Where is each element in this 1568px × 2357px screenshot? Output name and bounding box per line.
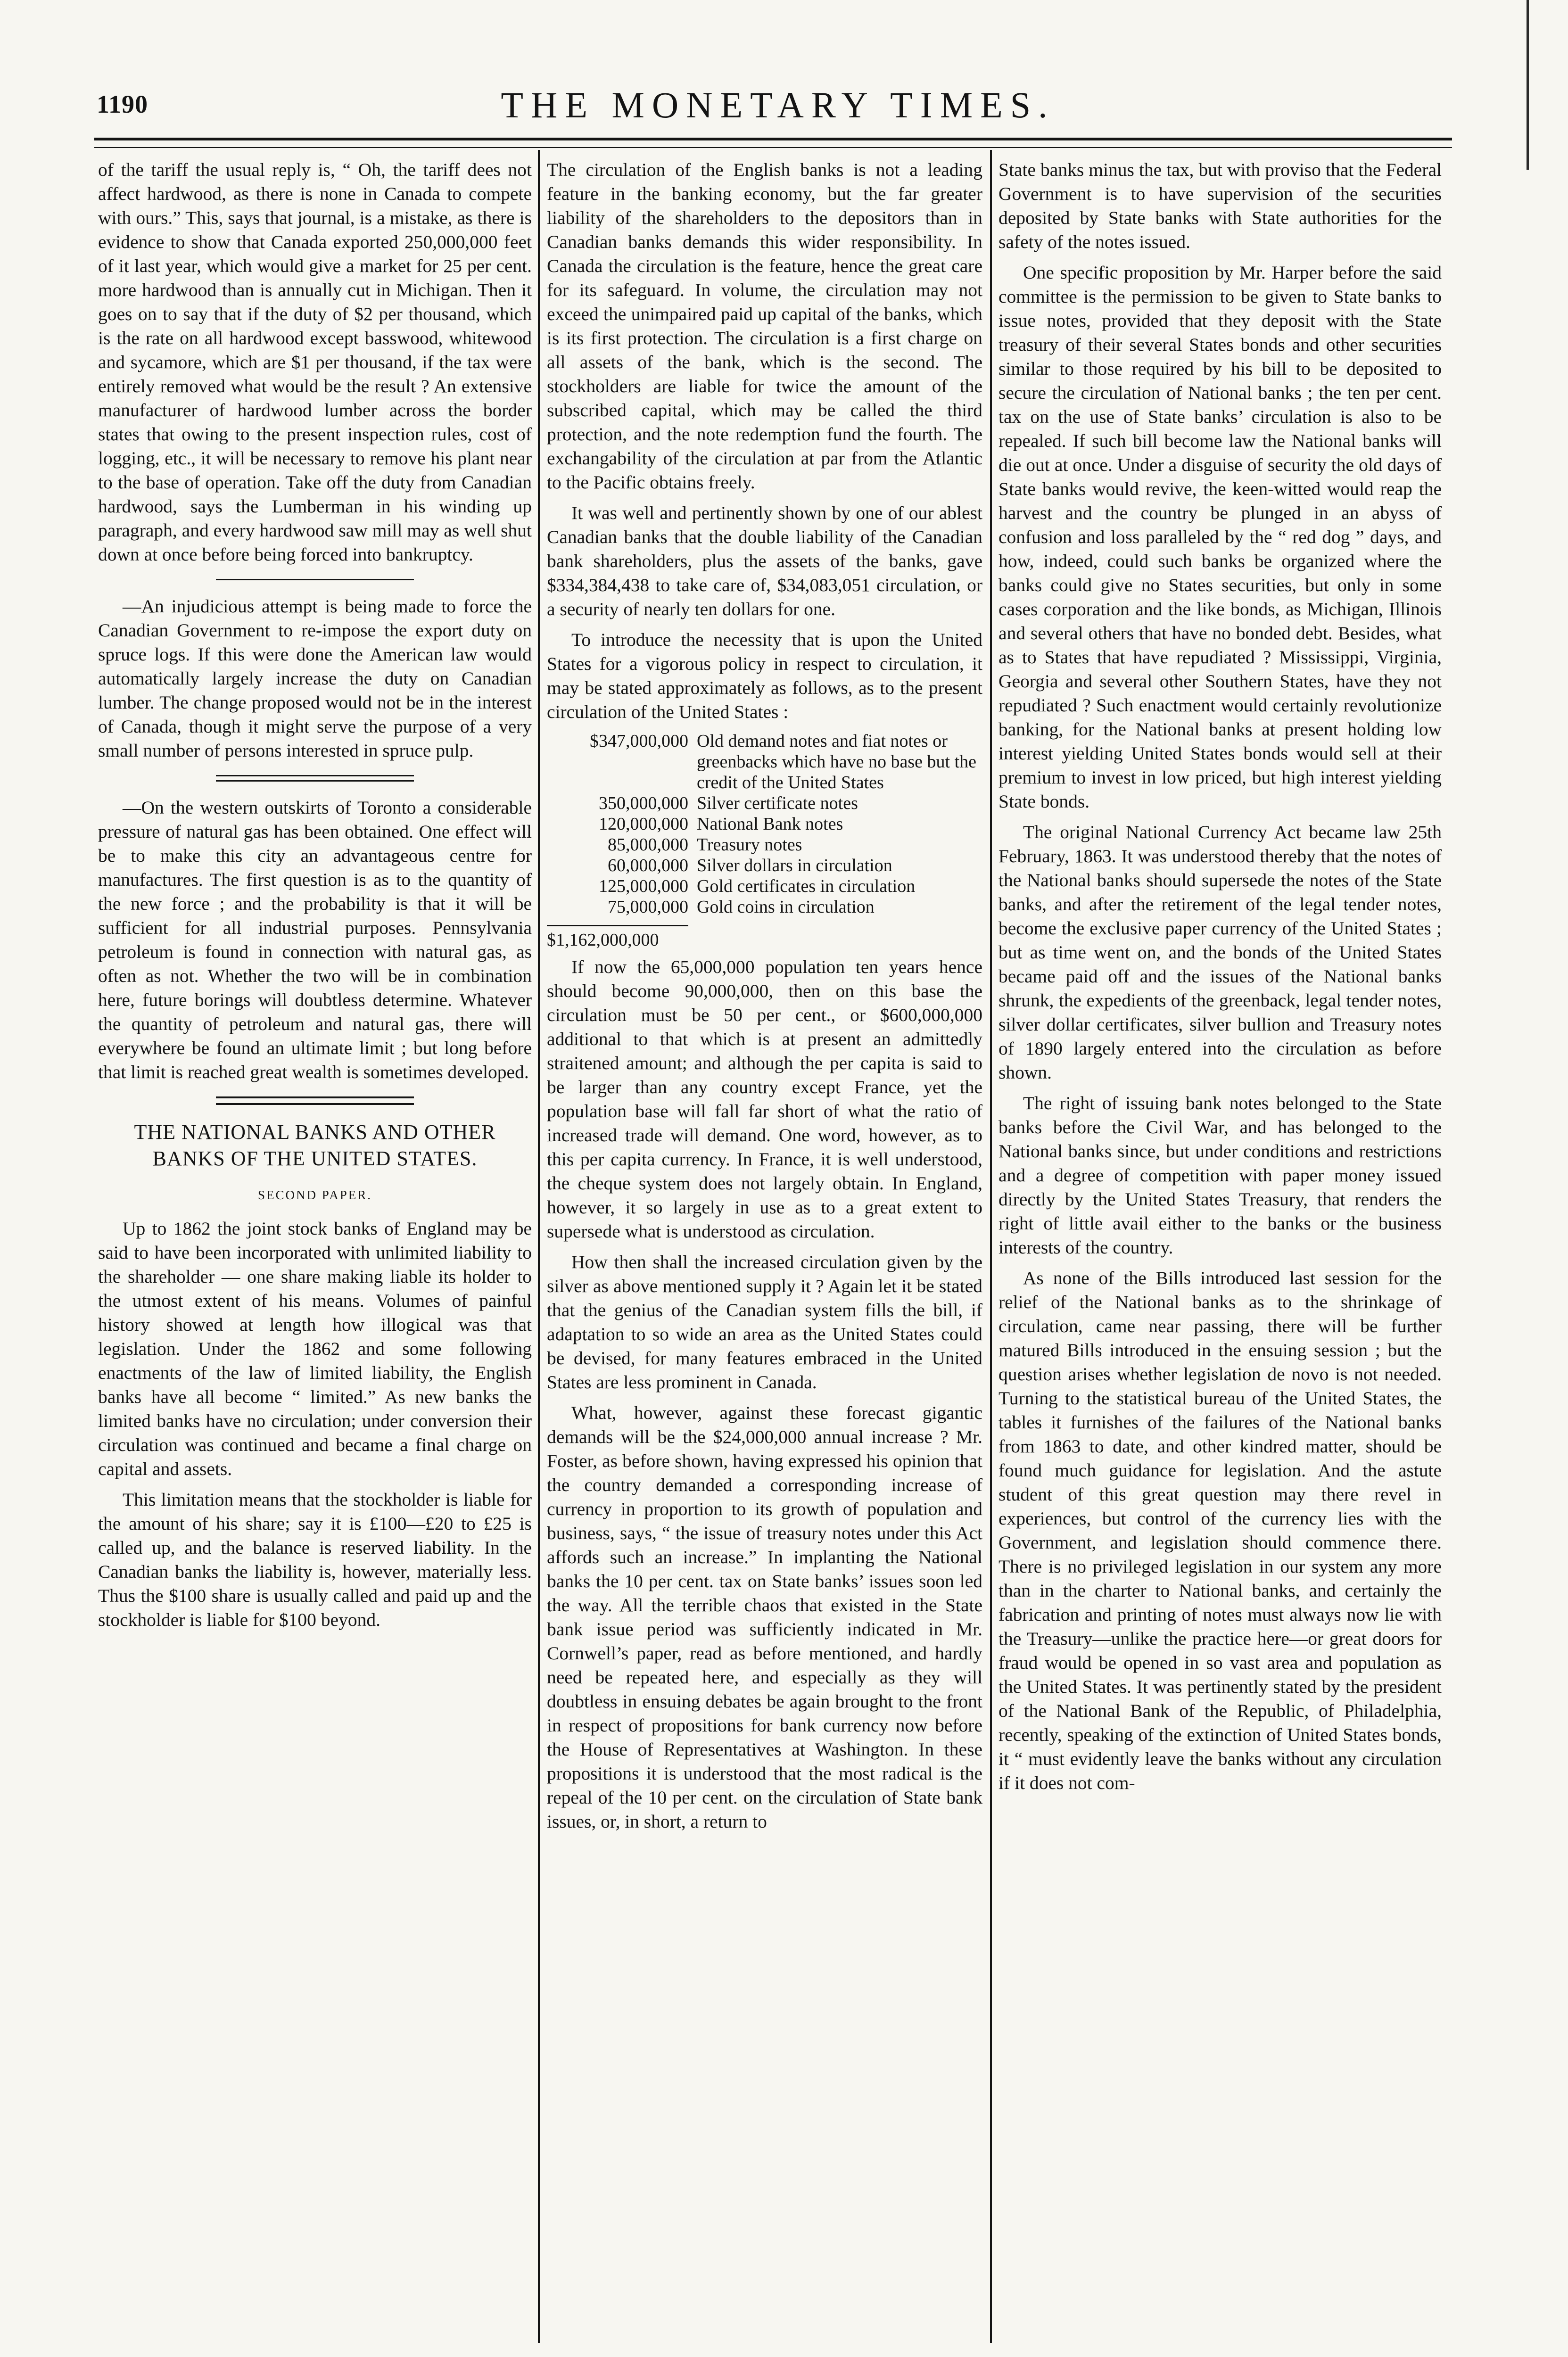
column-2 [547, 158, 982, 2345]
page-number: 1190 [97, 90, 149, 118]
circulation-description: Silver certificate notes [697, 793, 858, 813]
circulation-row [547, 731, 982, 793]
circulation-description: Treasury notes [697, 835, 802, 855]
paragraph-english-circulation: The circulation of the English banks is not a leading feature in the banking economy, but the far greater liability of the shareholders to the depositors than in Canadian banks demands this wider responsibility. In Canada the circulation is the feature, hence the great care for its safeguard. In volume, the circulation may not exceed the unimpaired paid up capital of the banks, which is its first protection. The circulation is a first charge on all assets of the bank, which is the second. The stockholders are liable for twice the amount of the subscribed capital, which may be called the third protection, and the note redemption fund the fourth. The exchangability of the circulation at par from the Atlantic to the Pacific obtains freely. [547, 159, 982, 493]
circulation-description: Gold certificates in circulation [697, 876, 916, 896]
separator-rule [216, 775, 414, 782]
circulation-amount: 120,000,000 [599, 814, 688, 834]
separator-rule [216, 1096, 414, 1105]
circulation-amount: $347,000,000 [590, 731, 688, 751]
column-1 [98, 158, 532, 2345]
circulation-amount: 75,000,000 [608, 897, 688, 917]
circulation-table [547, 731, 982, 917]
circulation-description: Old demand notes and fiat notes or greenbacks which have no base but the credit of the United States [697, 731, 977, 792]
article-subhead: SECOND PAPER. [257, 1188, 372, 1202]
paragraph-us-circulation-intro: To introduce the necessity that is upon the United States for a vigorous policy in respect to circulation, it may be stated approximately as follows, as to the present circulation of the United States : [547, 629, 982, 722]
circulation-row [547, 855, 982, 876]
paragraph-silver-supply: How then shall the increased circulation given by the silver as above mentioned supply it ? Again let it be stated that the genius of the Canadian system fills the bill, if adaptation to so wide an area as the United States could be devised, for many features embraced in the United States are less prominent in Canada. [547, 1252, 982, 1393]
article-title: THE NATIONAL BANKS AND OTHER BANKS OF THE UNITED STATES. [134, 1121, 496, 1170]
circulation-row [547, 834, 982, 855]
paragraph-natural-gas: —On the western outskirts of Toronto a considerable pressure of natural gas has been obtained. One effect will be to make this city an advantageous centre for manufactures. The first question is as to the quantity of the new force ; and the probability is that it will be sufficient for all industrial purposes. Pennsylvania petroleum is found in connection with natural gas, as often as not. Whether the two will be in combination here, future borings will doubtless determine. Whatever the quantity of petroleum and natural gas, there will everywhere be found an ultimate limit ; but long before that limit is reached great wealth is sometimes developed. [98, 797, 532, 1082]
page-edge-mark [1527, 0, 1529, 170]
paragraph-state-banks-proviso: State banks minus the tax, but with proviso that the Federal Government is to have supervision of the securities deposited by State banks with State authorities for the safety of the notes issued. [999, 159, 1442, 252]
circulation-total: $1,162,000,000 [547, 930, 659, 950]
paragraph-harper-proposition: One specific proposition by Mr. Harper before the said committee is the permission to be given to State banks to issue notes, provided that they deposit with the State treasury of their several States bonds and other securities similar to those required by his bill to be deposited to secure the circulation of National banks ; the ten per cent. tax on the use of State banks’ circulation is also to be repealed. If such bill become law the National banks will die out at once. Under a disguise of security the old days of State banks would revive, the keen-witted would reap the harvest and the country be plunged in an abyss of confusion and loss paralleled by the “ red dog ” days, and how, indeed, could such banks be organized where the banks could give no States securities, but only in some cases corporation and the like bonds, as Michigan, Illinois and several others that have no bonded debt. Besides, what as to States that have repudiated ? Mississippi, Virginia, Georgia and several other Southern States, have they not repudiated ? Such enactment would certainly revolutionize banking, for the National banks at present holding low interest yielding United States bonds would sell at their premium to invest in low priced, but high interest yielding State bonds. [999, 262, 1442, 812]
circulation-description: National Bank notes [697, 814, 843, 834]
paragraph-currency-act: The original National Currency Act became law 25th February, 1863. It was understood thereby that the notes of the National banks should supersede the notes of the State banks, and after the retirement of the legal tender notes, become the exclusive paper currency of the United States ; but as time went on, and the bonds of the United States became paid off and the issues of the National banks shrunk, the expedients of the greenback, legal tender notes, silver dollar certificates, silver bullion and Treasury notes of 1890 largely entered into the circulation as before shown. [999, 822, 1442, 1083]
paragraph-annual-increase: What, however, against these forecast gigantic demands will be the $24,000,000 annual increase ? Mr. Foster, as before shown, having expressed his opinion that the country demanded a corresponding increase of currency in proportion to its growth of population and business, says, “ the issue of treasury notes under this Act affords such an increase.” In implanting the National banks the 10 per cent. tax on State banks’ issues soon led the way. All the terrible chaos that existed in the State bank issue period was sufficiently indicated in Mr. Cornwell’s paper, read as before mentioned, and hardly need be repeated here, and especially as they will doubtless in ensuing debates be again brought to the front in respect of propositions for bank currency now before the House of Representatives at Washington. In these propositions it is understood that the most radical is the repeal of the 10 per cent. on the circulation of State bank issues, or, in short, a return to [547, 1402, 982, 1832]
circulation-row [547, 897, 982, 917]
paragraph-english-banks: Up to 1862 the joint stock banks of England may be said to have been incorporated with unlimited liability to the shareholder — one share making liable its holder to the utmost extent of his means. Volumes of painful history showed at length how illogical was that legislation. Under the 1862 and some following enactments of the law of limited liability, the English banks have all become “ limited.” As new banks the limited banks have no circulation; under conversion their circulation was continued and became a final charge on capital and assets. [98, 1218, 532, 1479]
circulation-row [547, 876, 982, 897]
paragraph-limitation: This limitation means that the stockholder is liable for the amount of his share; say it is £100—£20 to £25 is called up, and the balance is reserved liability. In the Canadian banks the liability is, however, materially less. Thus the $100 share is usually called and paid up and the stockholder is liable for $100 beyond. [98, 1489, 532, 1630]
circulation-amount: 60,000,000 [608, 856, 688, 875]
total-rule [547, 925, 688, 926]
circulation-amount: 125,000,000 [599, 876, 688, 896]
circulation-description: Silver dollars in circulation [697, 856, 892, 875]
paragraph-bills-introduced: As none of the Bills introduced last session for the relief of the National banks as to the shrinkage of circulation, came near passing, there will be further matured Bills introduced in the ensuing session ; but the question arises whether legislation de novo is not needed. Turning to the statistical bureau of the United States, the tables it furnishes of the failures of the National banks from 1863 to date, and other kindred matter, should be found much guidance for legislation. And the astute student of this great question may there revel in experiences, but control of the currency lies with the Government, and legislation should commence there. There is no privileged legislation in our system any more than in the charter to National banks, and certainly the fabrication and printing of notes must always now lie with the Treasury—unlike the practice here—or great doors for fraud would be opened in so vast area and population as the United States. It was pertinently stated by the president of the National Bank of the Republic, of Philadelphia, recently, speaking of the extinction of United States bonds, it “ must evidently leave the banks without any circulation if it does not com- [999, 1268, 1442, 1793]
separator-rule [216, 579, 414, 580]
paragraph-spruce-logs: —An injudicious attempt is being made to force the Canadian Government to re-impose the export duty on spruce logs. If this were done the American law would automatically largely increase the duty on Canadian lumber. The change proposed would not be in the interest of Canada, though it might serve the purpose of a very small number of persons interested in spruce pulp. [98, 596, 532, 761]
paragraph-double-liability: It was well and pertinently shown by one of our ablest Canadian banks that the double liability of the Canadian bank shareholders, plus the assets of the banks, gave $334,384,438 to take care of, $34,083,051 circulation, or a security of nearly ten dollars for one. [547, 503, 982, 619]
circulation-amount: 350,000,000 [599, 793, 688, 813]
circulation-row [547, 793, 982, 814]
column-divider-2 [990, 150, 992, 2343]
circulation-description: Gold coins in circulation [697, 897, 875, 917]
paragraph-right-of-issue: The right of issuing bank notes belonged to the State banks before the Civil War, and has belonged to the National banks since, but under conditions and restrictions and a degree of competition with paper money issued directly by the United States Treasury, that renders the right of little avail either to the banks or the business interests of the country. [999, 1093, 1442, 1258]
circulation-amount: 85,000,000 [608, 835, 688, 855]
paragraph-tariff-hardwood: of the tariff the usual reply is, “ Oh, the tariff dees not affect hardwood, as there is none in Canada to compete with ours.” This, says that journal, is a mistake, as there is evidence to show that Canada exported 250,000,000 feet of it last year, which would give a market for 25 per cent. more hardwood than is annually cut in Michigan. Then it goes on to say that if the duty of $2 per thousand, which is the rate on all hardwood except basswood, whitewood and sycamore, which are $1 per thousand, if the tax were entirely removed what would be the result ? An extensive manufacturer of hardwood lumber across the border states that owing to the present inspection rules, cost of logging, etc., it will be necessary to remove his plant near to the base of operation. Take off the duty from Canadian hardwood, says the Lumberman in his winding up paragraph, and every hardwood saw mill may as well shut down at once before being forced into bankruptcy. [98, 159, 532, 565]
header-rule [94, 138, 1452, 148]
masthead-title: THE MONETARY TIMES. [501, 84, 1055, 125]
column-divider-1 [538, 150, 540, 2343]
column-3 [999, 158, 1442, 2345]
paragraph-population: If now the 65,000,000 population ten years hence should become 90,000,000, then on this base the circulation must be 50 per cent., or $600,000,000 additional to that which is at present an admittedly straitened amount; and although the per capita is said to be larger than any country except France, yet the population base will fall far short of what the ratio of increased trade will demand. One word, however, as to this per capita currency. In France, it is well understood, the cheque system does not largely obtain. In England, however, it so largely in use as to a great extent to supersede what is understood as circulation. [547, 956, 982, 1242]
circulation-row [547, 814, 982, 834]
